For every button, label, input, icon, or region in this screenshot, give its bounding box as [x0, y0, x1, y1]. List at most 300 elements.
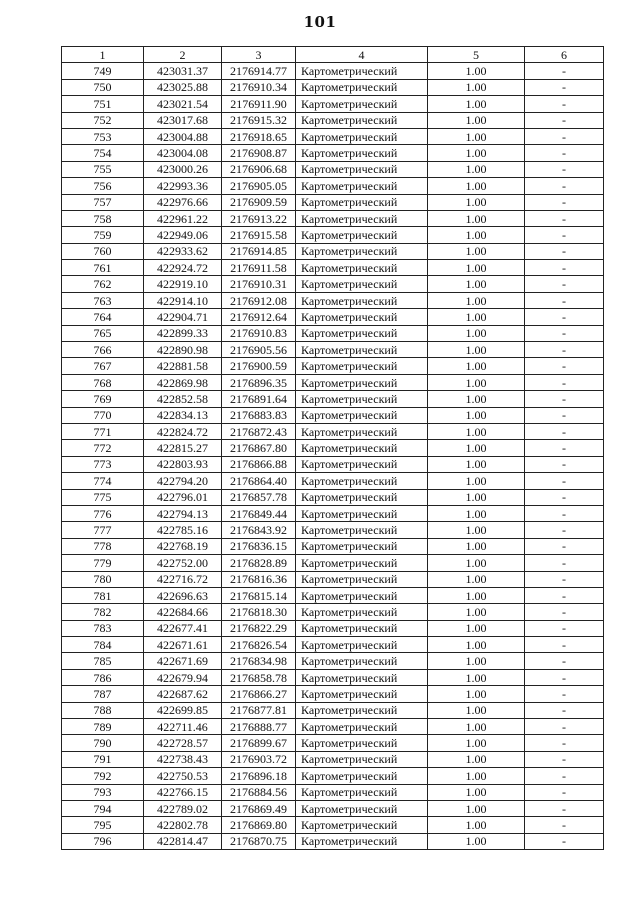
y-coordinate-cell: 2176910.83	[222, 325, 296, 341]
note-cell: -	[525, 702, 604, 718]
y-coordinate-cell: 2176822.29	[222, 620, 296, 636]
point-number-cell: 760	[62, 243, 144, 259]
point-number-cell: 757	[62, 194, 144, 210]
method-cell: Картометрический	[296, 571, 428, 587]
table-row	[62, 620, 604, 636]
point-number-cell: 796	[62, 833, 144, 849]
y-coordinate-cell: 2176877.81	[222, 702, 296, 718]
method-cell: Картометрический	[296, 292, 428, 308]
point-number-cell: 751	[62, 96, 144, 112]
method-cell: Картометрический	[296, 522, 428, 538]
table-row	[62, 817, 604, 833]
x-coordinate-cell: 422684.66	[144, 604, 222, 620]
y-coordinate-cell: 2176896.18	[222, 768, 296, 784]
table-body	[62, 63, 604, 850]
method-cell: Картометрический	[296, 751, 428, 767]
note-cell: -	[525, 620, 604, 636]
x-coordinate-cell: 422679.94	[144, 669, 222, 685]
x-coordinate-cell: 422766.15	[144, 784, 222, 800]
accuracy-cell: 1.00	[428, 456, 525, 472]
accuracy-cell: 1.00	[428, 538, 525, 554]
note-cell: -	[525, 79, 604, 95]
point-number-cell: 766	[62, 342, 144, 358]
table-row	[62, 440, 604, 456]
note-cell: -	[525, 128, 604, 144]
x-coordinate-cell: 422794.13	[144, 505, 222, 521]
y-coordinate-cell: 2176888.77	[222, 719, 296, 735]
note-cell: -	[525, 489, 604, 505]
coordinates-table	[61, 46, 604, 850]
table-row	[62, 243, 604, 259]
y-coordinate-cell: 2176905.56	[222, 342, 296, 358]
accuracy-cell: 1.00	[428, 161, 525, 177]
note-cell: -	[525, 768, 604, 784]
y-coordinate-cell: 2176872.43	[222, 423, 296, 439]
x-coordinate-cell: 422687.62	[144, 686, 222, 702]
point-number-cell: 767	[62, 358, 144, 374]
table-row	[62, 227, 604, 243]
y-coordinate-cell: 2176900.59	[222, 358, 296, 374]
note-cell: -	[525, 784, 604, 800]
accuracy-cell: 1.00	[428, 522, 525, 538]
method-cell: Картометрический	[296, 423, 428, 439]
accuracy-cell: 1.00	[428, 145, 525, 161]
point-number-cell: 783	[62, 620, 144, 636]
x-coordinate-cell: 422815.27	[144, 440, 222, 456]
y-coordinate-cell: 2176869.49	[222, 800, 296, 816]
method-cell: Картометрический	[296, 358, 428, 374]
y-coordinate-cell: 2176891.64	[222, 391, 296, 407]
accuracy-cell: 1.00	[428, 227, 525, 243]
y-coordinate-cell: 2176866.88	[222, 456, 296, 472]
accuracy-cell: 1.00	[428, 194, 525, 210]
point-number-cell: 768	[62, 374, 144, 390]
x-coordinate-cell: 422677.41	[144, 620, 222, 636]
note-cell: -	[525, 817, 604, 833]
note-cell: -	[525, 423, 604, 439]
x-coordinate-cell: 422716.72	[144, 571, 222, 587]
method-cell: Картометрический	[296, 96, 428, 112]
table-row	[62, 784, 604, 800]
x-coordinate-cell: 422814.47	[144, 833, 222, 849]
note-cell: -	[525, 374, 604, 390]
method-cell: Картометрический	[296, 63, 428, 79]
method-cell: Картометрический	[296, 456, 428, 472]
table-row	[62, 309, 604, 325]
point-number-cell: 787	[62, 686, 144, 702]
y-coordinate-cell: 2176816.36	[222, 571, 296, 587]
point-number-cell: 756	[62, 178, 144, 194]
table-row	[62, 161, 604, 177]
y-coordinate-cell: 2176912.64	[222, 309, 296, 325]
method-cell: Картометрический	[296, 178, 428, 194]
table-row	[62, 571, 604, 587]
point-number-cell: 778	[62, 538, 144, 554]
method-cell: Картометрический	[296, 604, 428, 620]
table-row	[62, 128, 604, 144]
table-row	[62, 210, 604, 226]
x-coordinate-cell: 422671.69	[144, 653, 222, 669]
table-row	[62, 292, 604, 308]
point-number-cell: 750	[62, 79, 144, 95]
y-coordinate-cell: 2176915.58	[222, 227, 296, 243]
accuracy-cell: 1.00	[428, 276, 525, 292]
y-coordinate-cell: 2176911.90	[222, 96, 296, 112]
method-cell: Картометрический	[296, 719, 428, 735]
method-cell: Картометрический	[296, 620, 428, 636]
x-coordinate-cell: 422696.63	[144, 587, 222, 603]
table-row	[62, 735, 604, 751]
x-coordinate-cell: 422803.93	[144, 456, 222, 472]
method-cell: Картометрический	[296, 194, 428, 210]
y-coordinate-cell: 2176913.22	[222, 210, 296, 226]
note-cell: -	[525, 719, 604, 735]
table-row	[62, 653, 604, 669]
y-coordinate-cell: 2176884.56	[222, 784, 296, 800]
accuracy-cell: 1.00	[428, 309, 525, 325]
x-coordinate-cell: 423004.08	[144, 145, 222, 161]
method-cell: Картометрический	[296, 505, 428, 521]
method-cell: Картометрический	[296, 325, 428, 341]
method-cell: Картометрический	[296, 407, 428, 423]
x-coordinate-cell: 422728.57	[144, 735, 222, 751]
y-coordinate-cell: 2176834.98	[222, 653, 296, 669]
accuracy-cell: 1.00	[428, 800, 525, 816]
x-coordinate-cell: 422796.01	[144, 489, 222, 505]
method-cell: Картометрический	[296, 768, 428, 784]
note-cell: -	[525, 686, 604, 702]
y-coordinate-cell: 2176869.80	[222, 817, 296, 833]
accuracy-cell: 1.00	[428, 325, 525, 341]
method-cell: Картометрический	[296, 309, 428, 325]
y-coordinate-cell: 2176914.85	[222, 243, 296, 259]
point-number-cell: 786	[62, 669, 144, 685]
table-row	[62, 473, 604, 489]
y-coordinate-cell: 2176910.34	[222, 79, 296, 95]
method-cell: Картометрический	[296, 276, 428, 292]
accuracy-cell: 1.00	[428, 751, 525, 767]
x-coordinate-cell: 422869.98	[144, 374, 222, 390]
accuracy-cell: 1.00	[428, 768, 525, 784]
accuracy-cell: 1.00	[428, 784, 525, 800]
x-coordinate-cell: 423004.88	[144, 128, 222, 144]
point-number-cell: 774	[62, 473, 144, 489]
note-cell: -	[525, 276, 604, 292]
point-number-cell: 789	[62, 719, 144, 735]
x-coordinate-cell: 422671.61	[144, 637, 222, 653]
note-cell: -	[525, 751, 604, 767]
accuracy-cell: 1.00	[428, 374, 525, 390]
method-cell: Картометрический	[296, 702, 428, 718]
x-coordinate-cell: 422752.00	[144, 555, 222, 571]
x-coordinate-cell: 422881.58	[144, 358, 222, 374]
point-number-cell: 781	[62, 587, 144, 603]
table-row	[62, 686, 604, 702]
y-coordinate-cell: 2176870.75	[222, 833, 296, 849]
y-coordinate-cell: 2176908.87	[222, 145, 296, 161]
point-number-cell: 784	[62, 637, 144, 653]
accuracy-cell: 1.00	[428, 96, 525, 112]
point-number-cell: 770	[62, 407, 144, 423]
note-cell: -	[525, 735, 604, 751]
point-number-cell: 777	[62, 522, 144, 538]
table-row	[62, 669, 604, 685]
y-coordinate-cell: 2176915.32	[222, 112, 296, 128]
point-number-cell: 759	[62, 227, 144, 243]
y-coordinate-cell: 2176896.35	[222, 374, 296, 390]
method-cell: Картометрический	[296, 555, 428, 571]
point-number-cell: 791	[62, 751, 144, 767]
accuracy-cell: 1.00	[428, 620, 525, 636]
column-header-1: 1	[62, 47, 144, 63]
method-cell: Картометрический	[296, 440, 428, 456]
y-coordinate-cell: 2176909.59	[222, 194, 296, 210]
x-coordinate-cell: 422768.19	[144, 538, 222, 554]
x-coordinate-cell: 422993.36	[144, 178, 222, 194]
method-cell: Картометрический	[296, 686, 428, 702]
accuracy-cell: 1.00	[428, 833, 525, 849]
table-row	[62, 719, 604, 735]
y-coordinate-cell: 2176843.92	[222, 522, 296, 538]
point-number-cell: 779	[62, 555, 144, 571]
method-cell: Картометрический	[296, 145, 428, 161]
accuracy-cell: 1.00	[428, 292, 525, 308]
column-header-6: 6	[525, 47, 604, 63]
y-coordinate-cell: 2176905.05	[222, 178, 296, 194]
x-coordinate-cell: 422976.66	[144, 194, 222, 210]
x-coordinate-cell: 422738.43	[144, 751, 222, 767]
x-coordinate-cell: 423025.88	[144, 79, 222, 95]
point-number-cell: 771	[62, 423, 144, 439]
method-cell: Картометрический	[296, 489, 428, 505]
note-cell: -	[525, 505, 604, 521]
table-row	[62, 374, 604, 390]
accuracy-cell: 1.00	[428, 702, 525, 718]
column-header-3: 3	[222, 47, 296, 63]
y-coordinate-cell: 2176910.31	[222, 276, 296, 292]
y-coordinate-cell: 2176867.80	[222, 440, 296, 456]
table-row	[62, 358, 604, 374]
x-coordinate-cell: 422949.06	[144, 227, 222, 243]
method-cell: Картометрический	[296, 161, 428, 177]
note-cell: -	[525, 456, 604, 472]
point-number-cell: 769	[62, 391, 144, 407]
note-cell: -	[525, 653, 604, 669]
x-coordinate-cell: 422711.46	[144, 719, 222, 735]
x-coordinate-cell: 422904.71	[144, 309, 222, 325]
note-cell: -	[525, 325, 604, 341]
method-cell: Картометрический	[296, 227, 428, 243]
y-coordinate-cell: 2176864.40	[222, 473, 296, 489]
point-number-cell: 790	[62, 735, 144, 751]
y-coordinate-cell: 2176911.58	[222, 260, 296, 276]
y-coordinate-cell: 2176849.44	[222, 505, 296, 521]
x-coordinate-cell: 422750.53	[144, 768, 222, 784]
y-coordinate-cell: 2176866.27	[222, 686, 296, 702]
method-cell: Картометрический	[296, 391, 428, 407]
point-number-cell: 761	[62, 260, 144, 276]
point-number-cell: 753	[62, 128, 144, 144]
x-coordinate-cell: 423021.54	[144, 96, 222, 112]
table-row	[62, 555, 604, 571]
point-number-cell: 775	[62, 489, 144, 505]
accuracy-cell: 1.00	[428, 571, 525, 587]
note-cell: -	[525, 604, 604, 620]
table-row	[62, 538, 604, 554]
point-number-cell: 765	[62, 325, 144, 341]
note-cell: -	[525, 407, 604, 423]
note-cell: -	[525, 833, 604, 849]
note-cell: -	[525, 571, 604, 587]
y-coordinate-cell: 2176918.65	[222, 128, 296, 144]
note-cell: -	[525, 243, 604, 259]
point-number-cell: 752	[62, 112, 144, 128]
table-row	[62, 489, 604, 505]
accuracy-cell: 1.00	[428, 358, 525, 374]
accuracy-cell: 1.00	[428, 555, 525, 571]
y-coordinate-cell: 2176828.89	[222, 555, 296, 571]
point-number-cell: 782	[62, 604, 144, 620]
note-cell: -	[525, 555, 604, 571]
point-number-cell: 764	[62, 309, 144, 325]
y-coordinate-cell: 2176826.54	[222, 637, 296, 653]
accuracy-cell: 1.00	[428, 587, 525, 603]
accuracy-cell: 1.00	[428, 391, 525, 407]
accuracy-cell: 1.00	[428, 79, 525, 95]
x-coordinate-cell: 422899.33	[144, 325, 222, 341]
y-coordinate-cell: 2176883.83	[222, 407, 296, 423]
table-row	[62, 79, 604, 95]
note-cell: -	[525, 538, 604, 554]
x-coordinate-cell: 422794.20	[144, 473, 222, 489]
point-number-cell: 749	[62, 63, 144, 79]
table-row	[62, 178, 604, 194]
x-coordinate-cell: 422890.98	[144, 342, 222, 358]
method-cell: Картометрический	[296, 538, 428, 554]
table-row	[62, 391, 604, 407]
column-header-5: 5	[428, 47, 525, 63]
x-coordinate-cell: 422961.22	[144, 210, 222, 226]
accuracy-cell: 1.00	[428, 63, 525, 79]
x-coordinate-cell: 423031.37	[144, 63, 222, 79]
x-coordinate-cell: 422852.58	[144, 391, 222, 407]
table-row	[62, 833, 604, 849]
method-cell: Картометрический	[296, 800, 428, 816]
y-coordinate-cell: 2176815.14	[222, 587, 296, 603]
x-coordinate-cell: 423000.26	[144, 161, 222, 177]
note-cell: -	[525, 96, 604, 112]
point-number-cell: 785	[62, 653, 144, 669]
accuracy-cell: 1.00	[428, 178, 525, 194]
x-coordinate-cell: 423017.68	[144, 112, 222, 128]
table-row	[62, 194, 604, 210]
accuracy-cell: 1.00	[428, 686, 525, 702]
point-number-cell: 754	[62, 145, 144, 161]
method-cell: Картометрический	[296, 473, 428, 489]
x-coordinate-cell: 422834.13	[144, 407, 222, 423]
x-coordinate-cell: 422699.85	[144, 702, 222, 718]
note-cell: -	[525, 358, 604, 374]
point-number-cell: 755	[62, 161, 144, 177]
table-row	[62, 800, 604, 816]
x-coordinate-cell: 422785.16	[144, 522, 222, 538]
accuracy-cell: 1.00	[428, 637, 525, 653]
y-coordinate-cell: 2176836.15	[222, 538, 296, 554]
method-cell: Картометрический	[296, 260, 428, 276]
accuracy-cell: 1.00	[428, 473, 525, 489]
note-cell: -	[525, 669, 604, 685]
note-cell: -	[525, 342, 604, 358]
y-coordinate-cell: 2176912.08	[222, 292, 296, 308]
table-row	[62, 325, 604, 341]
accuracy-cell: 1.00	[428, 719, 525, 735]
point-number-cell: 780	[62, 571, 144, 587]
method-cell: Картометрический	[296, 784, 428, 800]
note-cell: -	[525, 161, 604, 177]
note-cell: -	[525, 63, 604, 79]
page-number: 101	[303, 13, 337, 31]
y-coordinate-cell: 2176899.67	[222, 735, 296, 751]
accuracy-cell: 1.00	[428, 260, 525, 276]
x-coordinate-cell: 422802.78	[144, 817, 222, 833]
method-cell: Картометрический	[296, 342, 428, 358]
y-coordinate-cell: 2176903.72	[222, 751, 296, 767]
note-cell: -	[525, 800, 604, 816]
accuracy-cell: 1.00	[428, 407, 525, 423]
accuracy-cell: 1.00	[428, 423, 525, 439]
method-cell: Картометрический	[296, 210, 428, 226]
table-row	[62, 63, 604, 79]
table-row	[62, 456, 604, 472]
method-cell: Картометрический	[296, 243, 428, 259]
point-number-cell: 792	[62, 768, 144, 784]
accuracy-cell: 1.00	[428, 489, 525, 505]
point-number-cell: 763	[62, 292, 144, 308]
x-coordinate-cell: 422933.62	[144, 243, 222, 259]
point-number-cell: 758	[62, 210, 144, 226]
method-cell: Картометрический	[296, 112, 428, 128]
point-number-cell: 795	[62, 817, 144, 833]
note-cell: -	[525, 473, 604, 489]
note-cell: -	[525, 178, 604, 194]
accuracy-cell: 1.00	[428, 342, 525, 358]
note-cell: -	[525, 260, 604, 276]
point-number-cell: 776	[62, 505, 144, 521]
x-coordinate-cell: 422914.10	[144, 292, 222, 308]
method-cell: Картометрический	[296, 587, 428, 603]
point-number-cell: 794	[62, 800, 144, 816]
note-cell: -	[525, 637, 604, 653]
point-number-cell: 788	[62, 702, 144, 718]
method-cell: Картометрический	[296, 637, 428, 653]
method-cell: Картометрический	[296, 128, 428, 144]
table-row	[62, 407, 604, 423]
table-row	[62, 112, 604, 128]
note-cell: -	[525, 194, 604, 210]
accuracy-cell: 1.00	[428, 210, 525, 226]
y-coordinate-cell: 2176914.77	[222, 63, 296, 79]
table-row	[62, 587, 604, 603]
accuracy-cell: 1.00	[428, 817, 525, 833]
table-row	[62, 423, 604, 439]
note-cell: -	[525, 292, 604, 308]
point-number-cell: 773	[62, 456, 144, 472]
x-coordinate-cell: 422824.72	[144, 423, 222, 439]
x-coordinate-cell: 422919.10	[144, 276, 222, 292]
table-row	[62, 260, 604, 276]
table-row	[62, 637, 604, 653]
accuracy-cell: 1.00	[428, 505, 525, 521]
